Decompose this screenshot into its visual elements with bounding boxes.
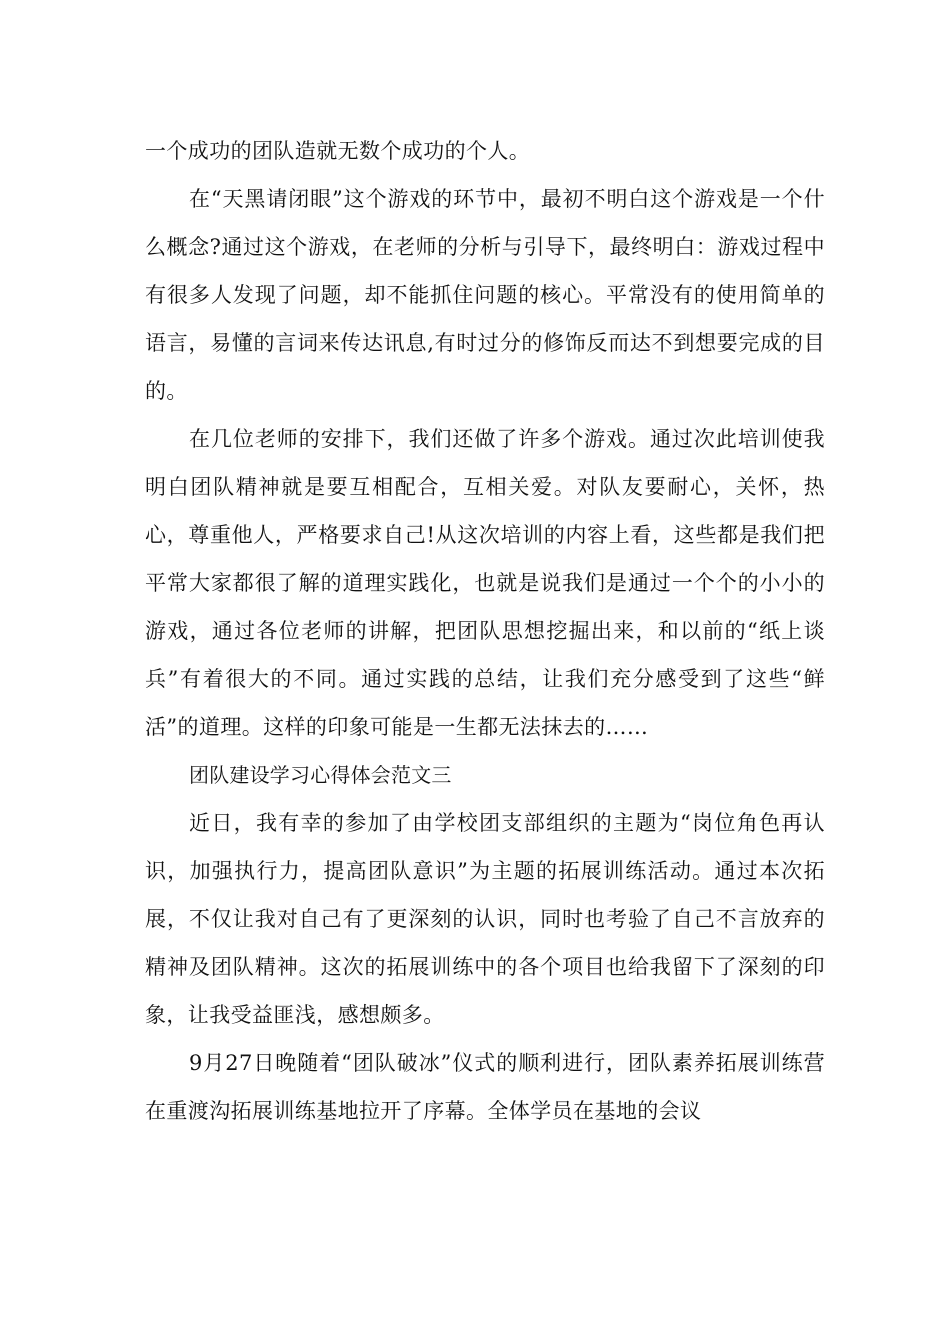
document-body xyxy=(145,127,825,1135)
paragraph-outward-bound: 近日，我有幸的参加了由学校团支部组织的主题为“岗位角色再认识，加强执行力，提高团队意识”为主题的拓展训练活动。通过本次拓展，不仅让我对自己有了更深刻的认识，同时也考验了自己不言放弃的精神及团队精神。这次的拓展训练中的各个项目也给我留下了深刻的印象，让我受益匪浅，感想颇多。 xyxy=(145,811,825,1027)
paragraph-game-dark: 在“天黑请闭眼”这个游戏的环节中，最初不明白这个游戏是一个什么概念?通过这个游戏，在老师的分析与引导下，最终明白：游戏过程中有很多人发现了问题，却不能抓住问题的核心。平常没有的使用简单的语言，易懂的言词来传达讯息,有时过分的修饰反而达不到想要完成的目的。 xyxy=(145,187,825,403)
paragraph-continuation: 一个成功的团队造就无数个成功的个人。 xyxy=(145,139,531,163)
paragraph-training-games: 在几位老师的安排下，我们还做了许多个游戏。通过次此培训使我明白团队精神就是要互相配合，互相关爱。对队友要耐心，关怀，热心，尊重他人，严格要求自己!从这次培训的内容上看，这些都是我们把平常大家都很了解的道理实践化，也就是说我们是通过一个个的小小的游戏，通过各位老师的讲解，把团队思想挖掘出来，和以前的“纸上谈兵”有着很大的不同。通过实践的总结，让我们充分感受到了这些“鲜活”的道理。这样的印象可能是一生都无法抹去的…… xyxy=(145,427,825,739)
section-heading: 团队建设学习心得体会范文三 xyxy=(189,763,452,787)
paragraph-september-27: 9月27日晚随着“团队破冰”仪式的顺利进行，团队素养拓展训练营在重渡沟拓展训练基地拉开了序幕。全体学员在基地的会议 xyxy=(145,1051,825,1123)
